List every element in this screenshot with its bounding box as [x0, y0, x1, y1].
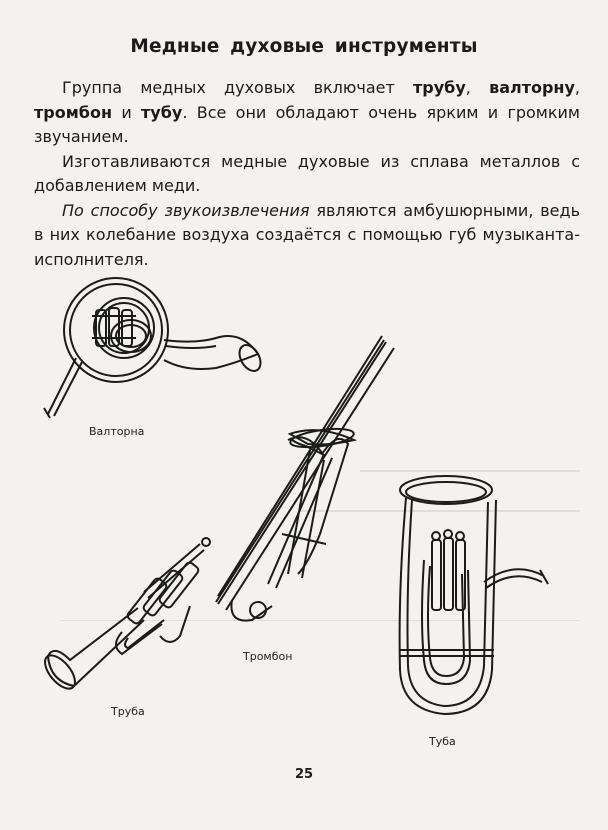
label-trombone: Тромбон: [243, 650, 293, 663]
term-trumpet: трубу: [413, 78, 466, 97]
label-trumpet: Труба: [111, 705, 145, 718]
trumpet-illustration: [40, 536, 220, 706]
term-trombone: тромбон: [34, 102, 113, 122]
paragraph-sound: По способу звукоизвлечения являются амбушюрными, ведь в них колебание воздуха создаётся с помощью губ музыканта-исполнителя.: [34, 200, 580, 269]
tuba-illustration: [384, 470, 564, 730]
term-tuba: тубу: [141, 102, 183, 122]
page-number: 25: [294, 767, 314, 782]
page-title: Медные духовые инструменты: [130, 36, 478, 57]
label-tuba: Туба: [429, 735, 456, 748]
italic-phrase: По способу звукоизвлечения: [62, 200, 310, 220]
trombone-illustration: [228, 334, 388, 634]
label-horn: Валторна: [89, 425, 145, 438]
body-text: [34, 76, 580, 272]
term-horn: валторну: [489, 78, 575, 97]
paragraph-instruments: Группа медных духовых включает трубу, валторну, тромбон и тубу. Все они обладают очень ярким и громким звучанием.: [34, 78, 581, 146]
paragraph-material: Изготавливаются медные духовые из сплава металлов с добавлением меди.: [34, 151, 580, 195]
